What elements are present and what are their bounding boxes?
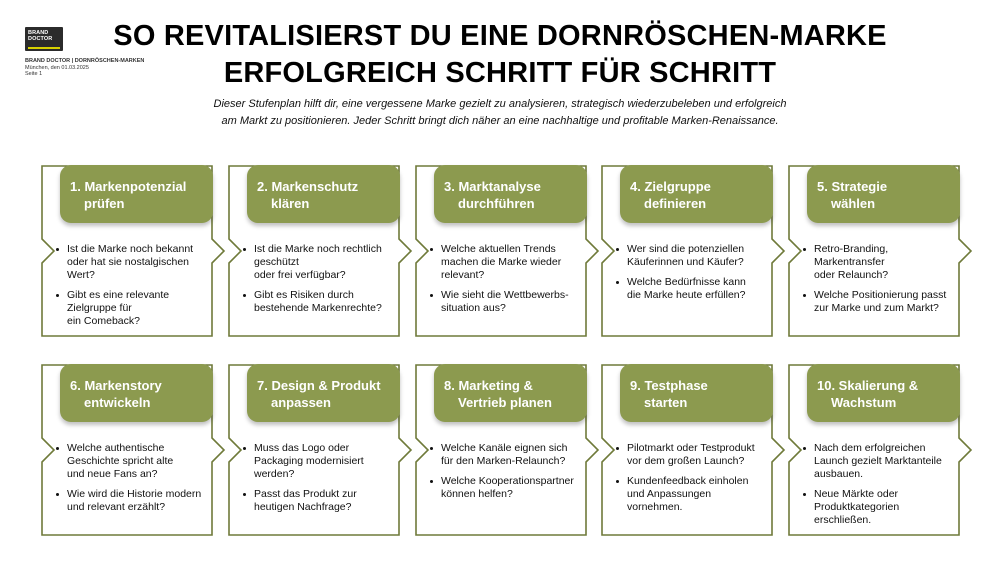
bullet-line: und neue Fans an? (67, 468, 158, 480)
step-header (434, 364, 587, 422)
bullet-item (55, 243, 207, 282)
bullet-line: vor dem großen Launch? (627, 455, 745, 467)
step-header (807, 165, 960, 223)
bullet-item (429, 475, 581, 501)
logo-text: BRAND DOCTOR (28, 30, 53, 42)
bullet-line: Welche aktuellen Trends (441, 243, 556, 255)
step-title-line-1: 8. Marketing & (444, 378, 533, 393)
step-card (41, 165, 213, 337)
step-header (434, 165, 587, 223)
bullet-line: Packaging modernisiert (254, 455, 364, 467)
step-card (415, 364, 587, 536)
step-title-line-2: entwickeln (84, 395, 151, 410)
step-bullets (242, 442, 394, 521)
bullet-item (802, 442, 954, 481)
step-bullets (429, 442, 581, 508)
step-header (620, 364, 773, 422)
bullet-line: Produktkategorien (814, 501, 900, 513)
bullet-line: werden? (254, 468, 295, 480)
step-bullets (802, 243, 954, 322)
meta-line-2: München, den 01.03.2025 (25, 64, 89, 71)
step-card (41, 364, 213, 536)
bullet-line: Käuferinnen und Käufer? (627, 256, 744, 268)
bullet-item (429, 289, 581, 315)
bullet-line: für den Marken-Relaunch? (441, 455, 566, 467)
step-bullets (55, 442, 207, 521)
step-bullets (242, 243, 394, 322)
bullet-line: heutigen Nachfrage? (254, 501, 352, 513)
bullet-line: Retro-Branding, (814, 243, 889, 255)
bullet-line: Wer sind die potenziellen (627, 243, 745, 255)
step-bullets (615, 243, 767, 309)
bullet-item (242, 442, 394, 481)
bullet-line: Zielgruppe für (67, 302, 132, 314)
bullet-line: und Anpassungen (627, 488, 712, 500)
step-title-line-2: wählen (831, 196, 876, 211)
step-title-line-2: klären (271, 196, 310, 211)
page-title (0, 18, 1000, 92)
bullet-line: Ist die Marke noch bekannt (67, 243, 194, 255)
bullet-line: Welche Kanäle eignen sich (441, 442, 568, 454)
bullet-line: relevant? (441, 269, 485, 281)
step-title-line-2: definieren (644, 196, 707, 211)
subtitle-line-2: am Markt zu positionieren. Jeder Schritt bringt dich näher an eine nachhaltige und profitable Marken-Renaissance. (221, 114, 779, 127)
bullet-line: Pilotmarkt oder Testprodukt (627, 442, 755, 454)
bullet-line: Welche authentische (67, 442, 165, 454)
bullet-line: Nach dem erfolgreichen (814, 442, 926, 454)
step-title-line-2: durchführen (458, 196, 535, 211)
step-title (257, 377, 392, 411)
bullet-line: Wie sieht die Wettbewerbs- (441, 289, 569, 301)
bullet-line: geschützt (254, 256, 299, 268)
step-title-line-1: 10. Skalierung & (817, 378, 919, 393)
bullet-item (55, 488, 207, 514)
bullet-item (615, 276, 767, 302)
step-title (630, 377, 765, 411)
bullet-item (242, 289, 394, 315)
bullet-line: die Marke heute erfüllen? (627, 289, 746, 301)
bullet-line: ein Comeback? (67, 315, 140, 327)
bullet-line: Muss das Logo oder (254, 442, 350, 454)
step-card (788, 165, 960, 337)
bullet-line: Passt das Produkt zur (254, 488, 357, 500)
step-card (415, 165, 587, 337)
bullet-line: Ist die Marke noch rechtlich (254, 243, 382, 255)
step-card (601, 364, 773, 536)
step-header (247, 165, 400, 223)
bullet-line: Wie wird die Historie modern (67, 488, 202, 500)
bullet-line: Geschichte spricht alte (67, 455, 174, 467)
meta-line-1: BRAND DOCTOR | DORNRÖSCHEN-MARKEN (25, 58, 145, 64)
step-header (247, 364, 400, 422)
step-title-line-2: Vertrieb planen (458, 395, 552, 410)
step-title (70, 178, 205, 212)
bullet-line: Markentransfer (814, 256, 885, 268)
bullet-line: vornehmen. (627, 501, 683, 513)
step-title-line-1: 7. Design & Produkt (257, 378, 381, 393)
step-title-line-1: 2. Markenschutz (257, 179, 359, 194)
subtitle-line-1: Dieser Stufenplan hilft dir, eine vergessene Marke gezielt zu analysieren, strategisch wiederzubeleben und erfolgreich (213, 98, 787, 110)
step-title-line-1: 1. Markenpotenzial (70, 179, 187, 194)
step-title (444, 178, 579, 212)
bullet-line: Welche Kooperationspartner (441, 475, 574, 487)
bullet-item (615, 442, 767, 468)
bullet-line: zur Marke und zum Markt? (814, 302, 939, 314)
bullet-line: Wert? (67, 269, 95, 281)
step-title-line-1: 4. Zielgruppe (630, 179, 711, 194)
step-bullets (55, 243, 207, 335)
bullet-line: situation aus? (441, 302, 506, 314)
bullet-line: Kundenfeedback einholen (627, 475, 749, 487)
bullet-line: oder frei verfügbar? (254, 269, 346, 281)
bullet-item (55, 442, 207, 481)
step-title-line-2: Wachstum (831, 395, 897, 410)
step-title-line-2: prüfen (84, 196, 125, 211)
step-title (817, 178, 952, 212)
step-title (444, 377, 579, 411)
step-title (630, 178, 765, 212)
bullet-line: Launch gezielt Marktanteile (814, 455, 942, 467)
step-title-line-1: 6. Markenstory (70, 378, 162, 393)
step-card (228, 364, 400, 536)
bullet-item (802, 289, 954, 315)
bullet-item (242, 243, 394, 282)
step-header (60, 165, 213, 223)
step-title (817, 377, 952, 411)
bullet-item (55, 289, 207, 328)
bullet-line: Welche Bedürfnisse kann (627, 276, 746, 288)
step-header (620, 165, 773, 223)
bullet-item (615, 243, 767, 269)
bullet-line: erschließen. (814, 514, 872, 526)
page-subtitle (150, 96, 850, 129)
step-header (807, 364, 960, 422)
step-card (788, 364, 960, 536)
step-card (228, 165, 400, 337)
bullet-line: können helfen? (441, 488, 513, 500)
step-card (601, 165, 773, 337)
bullet-line: machen die Marke wieder (441, 256, 562, 268)
bullet-line: Gibt es Risiken durch (254, 289, 354, 301)
step-title-line-1: 5. Strategie (817, 179, 888, 194)
step-header (60, 364, 213, 422)
step-bullets (802, 442, 954, 534)
step-bullets (615, 442, 767, 521)
bullet-line: Gibt es eine relevante (67, 289, 170, 301)
title-line-2: ERFOLGREICH SCHRITT FÜR SCHRITT (223, 57, 777, 89)
bullet-line: Neue Märkte oder (814, 488, 899, 500)
bullet-line: oder hat sie nostalgischen (67, 256, 189, 268)
step-bullets (429, 243, 581, 322)
bullet-item (242, 488, 394, 514)
step-title-line-2: starten (644, 395, 688, 410)
step-title-line-1: 3. Marktanalyse (444, 179, 541, 194)
bullet-line: oder Relaunch? (814, 269, 889, 281)
bullet-item (429, 243, 581, 282)
bullet-line: ausbauen. (814, 468, 864, 480)
title-line-1: SO REVITALISIERST DU EINE DORNRÖSCHEN-MARKE (113, 20, 887, 52)
bullet-item (802, 243, 954, 282)
step-title-line-2: anpassen (271, 395, 331, 410)
bullet-item (802, 488, 954, 527)
bullet-line: bestehende Markenrechte? (254, 302, 382, 314)
bullet-line: und relevant erzählt? (67, 501, 166, 513)
bullet-item (429, 442, 581, 468)
bullet-item (615, 475, 767, 514)
step-title-line-1: 9. Testphase (630, 378, 708, 393)
step-title (257, 178, 392, 212)
step-title (70, 377, 205, 411)
bullet-line: Welche Positionierung passt (814, 289, 947, 301)
meta-line-3: Seite 1 (25, 71, 43, 77)
